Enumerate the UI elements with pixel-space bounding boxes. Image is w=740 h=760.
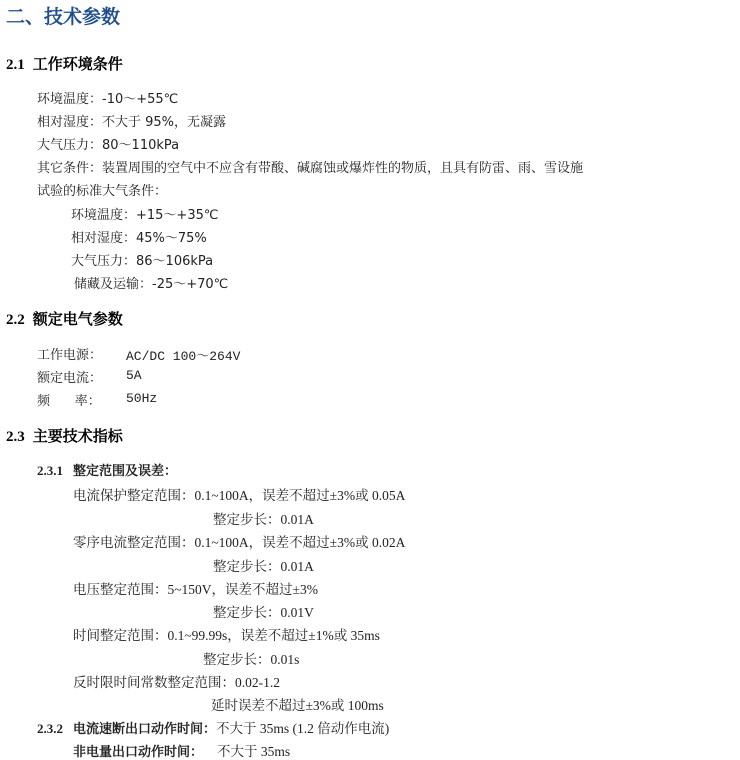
time-range: 时间整定范围：0.1~99.99s，误差不超过±1%或 35ms (73, 628, 380, 643)
std-pressure: 大气压力：86～106kPa (71, 254, 214, 269)
frequency-value: 50Hz (126, 391, 158, 406)
current-protection-step: 整定步长：0.01A (213, 512, 314, 527)
section-number: 2.2 (6, 312, 25, 328)
non-electrical-row (73, 740, 290, 760)
current-protection-range: 电流保护整定范围：0.1~100A，误差不超过±3%或 0.05A (73, 488, 406, 503)
section-number: 2.1 (6, 57, 25, 73)
section-heading-2-2 (6, 308, 123, 329)
std-conditions-title: 试验的标准大气条件： (37, 184, 168, 199)
std-temperature: 环境温度：+15～+35℃ (71, 208, 219, 223)
frequency-label: 频 率： (37, 394, 101, 409)
subsection-title: 电流速断出口动作时间： (73, 722, 217, 737)
zero-sequence-range: 零序电流整定范围：0.1~100A，误差不超过±3%或 0.02A (73, 535, 406, 550)
subsection-number: 2.3.1 (37, 463, 63, 478)
subsection-number: 2.3.2 (37, 721, 63, 736)
voltage-range: 电压整定范围：5~150V，误差不超过±3% (73, 582, 318, 597)
storage-temperature: 储藏及运输：-25～+70℃ (74, 277, 229, 292)
non-electrical-label: 非电量出口动作时间： (73, 745, 204, 760)
env-humidity: 相对湿度：不大于 95%，无凝露 (37, 115, 227, 130)
quick-break-time-value: 不大于 35ms (1.2 倍动作电流) (216, 721, 390, 736)
env-pressure: 大气压力：80～110kPa (37, 138, 180, 153)
section-number: 2.3 (6, 429, 25, 445)
zero-sequence-step: 整定步长：0.01A (213, 559, 314, 574)
power-supply-label: 工作电源： (37, 348, 103, 363)
env-other-conditions: 其它条件：装置周围的空气中不应含有带酸、碱腐蚀或爆炸性的物质，且具有防雷、雨、雪设施 (37, 161, 584, 176)
page-title: 二、技术参数 (6, 6, 121, 28)
voltage-step: 整定步长：0.01V (213, 605, 314, 620)
time-step: 整定步长：0.01s (203, 652, 300, 667)
subsection-heading-2-3-1 (37, 460, 177, 479)
section-heading-2-1 (6, 53, 123, 74)
env-temperature: 环境温度：-10～+55℃ (37, 92, 179, 107)
non-electrical-value: 不大于 35ms (217, 744, 291, 759)
rated-current-value: 5A (126, 368, 142, 383)
section-heading-2-3 (6, 425, 123, 446)
rated-current-label: 额定电流： (37, 371, 103, 386)
subsection-title: 整定范围及误差： (73, 464, 178, 479)
std-humidity: 相对湿度：45%～75% (71, 231, 207, 246)
section-title: 额定电气参数 (32, 311, 123, 328)
section-title: 工作环境条件 (32, 56, 123, 73)
section-title: 主要技术指标 (32, 428, 123, 445)
subsection-heading-2-3-2 (37, 717, 389, 737)
inverse-time-range: 反时限时间常数整定范围：0.02-1.2 (73, 675, 280, 690)
inverse-time-delay-error: 延时误差不超过±3%或 100ms (211, 698, 384, 713)
power-supply-value: AC/DC 100～264V (126, 349, 241, 364)
